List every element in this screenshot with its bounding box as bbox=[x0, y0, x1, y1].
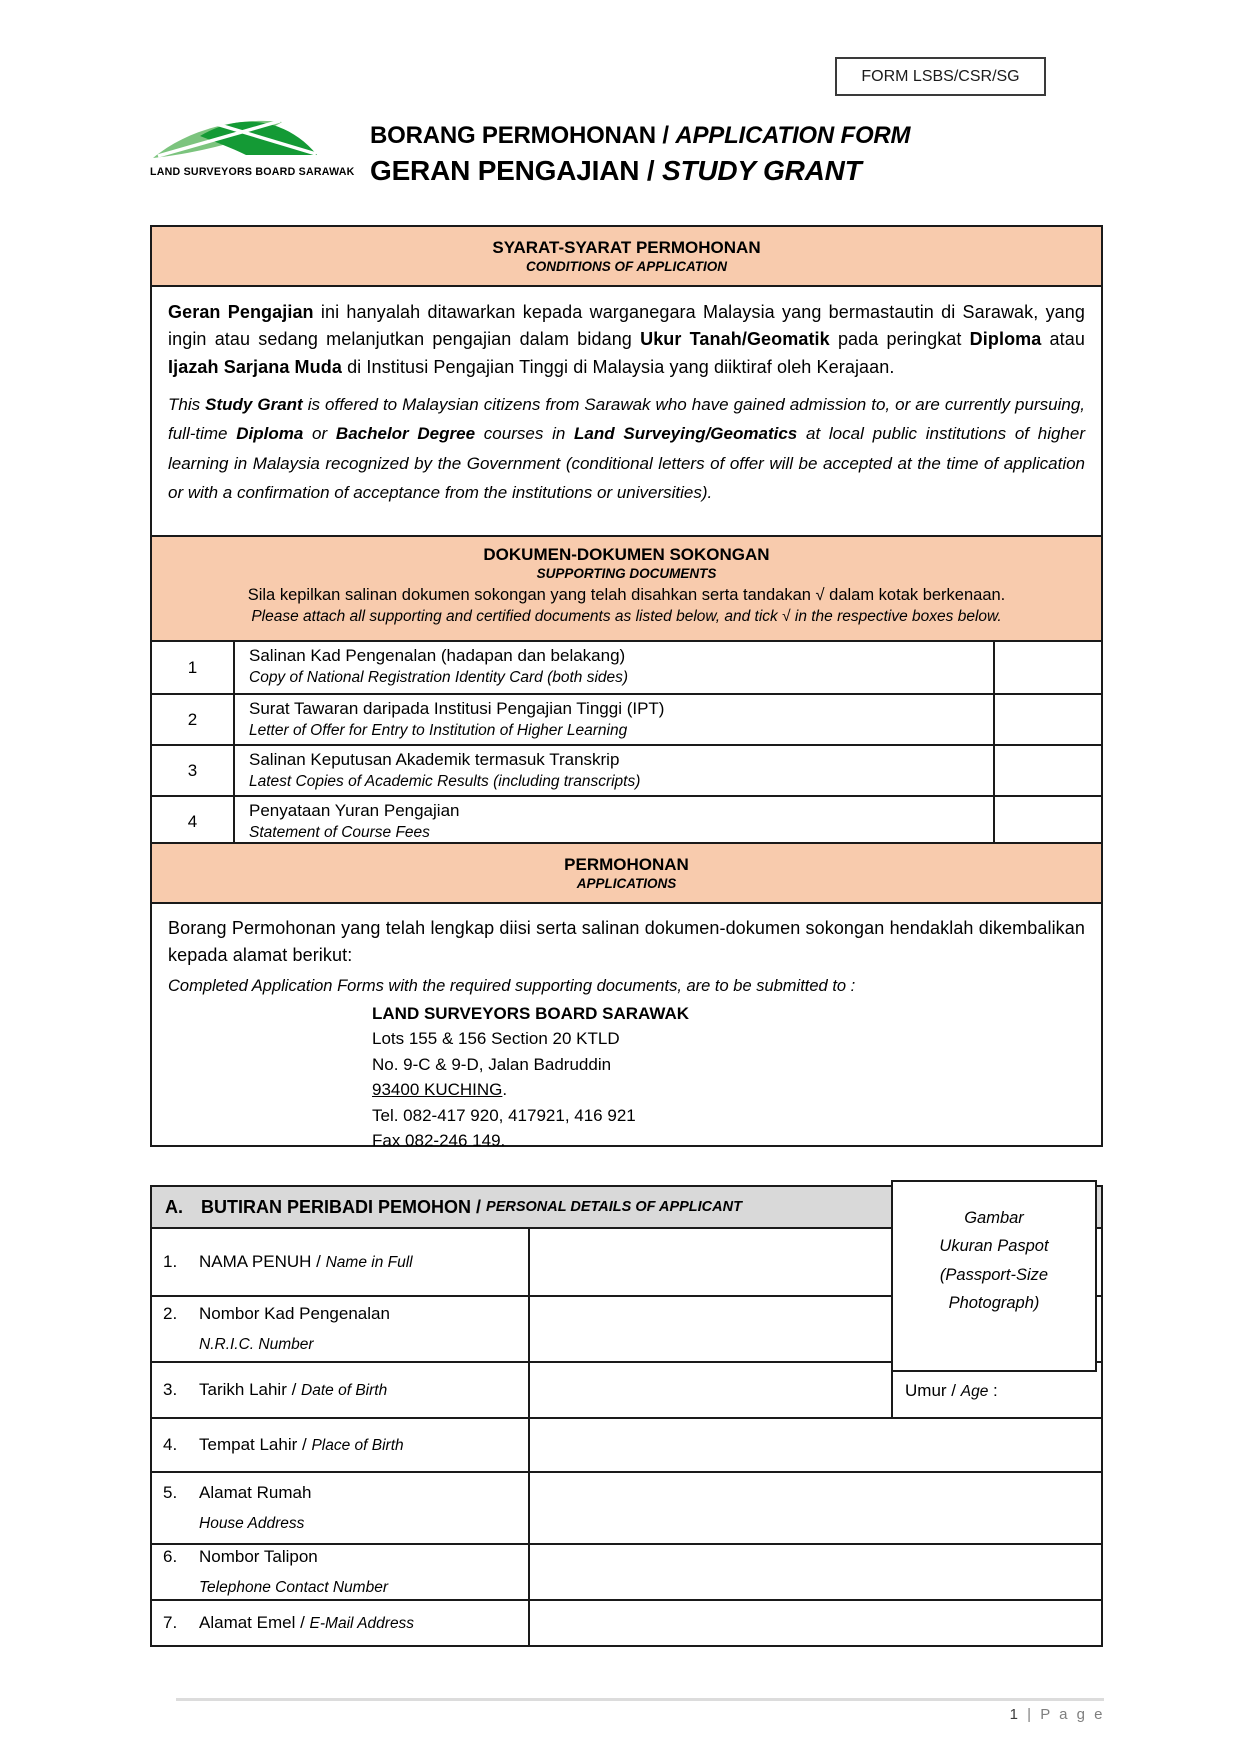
supporting-instruction-malay: Sila kepilkan salinan dokumen sokongan yang telah disahkan serta tandakan √ dalam kotak berkenaan. bbox=[247, 585, 1006, 604]
address-line-1: Lots 155 & 156 Section 20 KTLD bbox=[372, 1029, 620, 1049]
field-input-6[interactable] bbox=[530, 1545, 1101, 1599]
document-description bbox=[235, 695, 993, 744]
field-input-7[interactable] bbox=[530, 1601, 1101, 1645]
field-label-english: N.R.I.C. Number bbox=[199, 1336, 314, 1354]
conditions-paragraph-malay bbox=[168, 299, 1085, 381]
document-name-english: Statement of Course Fees bbox=[249, 823, 430, 841]
applications-body-box bbox=[150, 902, 1103, 1151]
text-run: This bbox=[168, 395, 206, 415]
document-name-malay: Penyataan Yuran Pengajian bbox=[249, 801, 460, 820]
document-number: 1 bbox=[152, 642, 235, 693]
document-description bbox=[235, 642, 993, 693]
doc-checkbox-cell-3[interactable] bbox=[993, 746, 1101, 795]
document-description bbox=[235, 797, 993, 846]
text-run: Bachelor Degree bbox=[335, 424, 476, 444]
conditions-body-box bbox=[150, 285, 1103, 537]
lsbs-logo-icon bbox=[150, 108, 318, 160]
field-label-cell: 4. Tempat Lahir / Place of Birth bbox=[152, 1419, 530, 1471]
supporting-instruction-english: Please attach all supporting and certified documents as listed below, and tick √ in the respective boxes below. bbox=[251, 607, 1002, 625]
form-code-box bbox=[835, 57, 1046, 96]
field-label-cell: 7. Alamat Emel / E-Mail Address bbox=[152, 1601, 530, 1645]
field-label-english: House Address bbox=[199, 1515, 305, 1533]
text-run: di Institusi Pengajian Tinggi di Malaysia yang diiktiraf oleh Kerajaan. bbox=[341, 356, 895, 377]
field-label-english: Telephone Contact Number bbox=[199, 1579, 388, 1597]
address-phone: Tel. 082-417 920, 417921, 416 921 bbox=[372, 1105, 636, 1125]
title1-english: APPLICATION FORM bbox=[675, 122, 911, 149]
document-name-english: Latest Copies of Academic Results (including transcripts) bbox=[249, 772, 641, 790]
document-description bbox=[235, 746, 993, 795]
text-run: ini hanyalah ditawarkan kepada warganegara Malaysia yang bermastautin di Sarawak, yang ingin atau sedang melanjutkan pengajian dalam bidang bbox=[168, 302, 1086, 350]
text-run: is offered to Malaysian citizens from Sarawak who have gained admission to, or are currently pursuing, full-time bbox=[168, 395, 1085, 444]
field-label-malay: Tarikh Lahir bbox=[199, 1379, 287, 1399]
document-row bbox=[152, 693, 1101, 744]
passport-photo-box[interactable] bbox=[891, 1180, 1097, 1372]
page-number: 1 | P a g e bbox=[1009, 1706, 1105, 1723]
field-label-malay: Alamat Emel bbox=[199, 1612, 296, 1632]
document-name-malay: Salinan Keputusan Akademik termasuk Transkrip bbox=[249, 750, 620, 769]
doc-checkbox-cell-1[interactable] bbox=[993, 642, 1101, 693]
field-label-cell bbox=[152, 1473, 530, 1543]
title-line-1: BORANG PERMOHONAN / APPLICATION FORM bbox=[370, 122, 911, 149]
submission-address bbox=[372, 1001, 1085, 1154]
field-number: 4. bbox=[163, 1434, 178, 1454]
field-label-cell bbox=[152, 1297, 530, 1361]
address-fax: Fax 082-246 149. bbox=[372, 1131, 506, 1151]
document-name-malay: Surat Tawaran daripada Institusi Pengajian Tinggi (IPT) bbox=[249, 699, 665, 718]
document-number: 4 bbox=[152, 797, 235, 846]
document-title bbox=[370, 124, 990, 185]
document-row bbox=[152, 642, 1101, 693]
doc-checkbox-cell-2[interactable] bbox=[993, 695, 1101, 744]
footer-divider bbox=[176, 1698, 1104, 1701]
text-run: or bbox=[303, 424, 336, 444]
field-number: 1. bbox=[163, 1251, 178, 1271]
applications-heading-malay: PERMOHONAN bbox=[564, 855, 689, 874]
photo-box-line: Gambar bbox=[964, 1209, 1024, 1227]
logo-caption: LAND SURVEYORS BOARD SARAWAK bbox=[150, 166, 355, 178]
age-label-malay: Umur bbox=[905, 1381, 947, 1400]
text-run: courses in bbox=[475, 424, 575, 444]
field-label-english: Date of Birth bbox=[301, 1381, 388, 1399]
field-row-7 bbox=[152, 1599, 1101, 1645]
field-number: 6. bbox=[163, 1547, 178, 1567]
text-run: Diploma bbox=[969, 329, 1042, 350]
text-run: Ijazah Sarjana Muda bbox=[168, 356, 342, 377]
address-line-3: 93400 KUCHING. bbox=[372, 1080, 508, 1100]
title2-english: STUDY GRANT bbox=[662, 155, 862, 186]
field-label-cell bbox=[152, 1545, 530, 1599]
photo-box-line: Photograph) bbox=[948, 1294, 1040, 1313]
photo-box-line: Ukuran Paspot bbox=[939, 1237, 1049, 1256]
title-line-2: GERAN PENGAJIAN / STUDY GRANT bbox=[370, 155, 862, 186]
supporting-docs-heading-box bbox=[150, 535, 1103, 642]
lsbs-logo bbox=[150, 108, 355, 178]
section-a-header: A. BUTIRAN PERIBADI PEMOHON / PERSONAL DETAILS OF APPLICANT bbox=[152, 1187, 1101, 1227]
age-field-cell[interactable]: Umur / Age : bbox=[891, 1372, 1103, 1419]
form-code-text: FORM LSBS/CSR/SG bbox=[861, 67, 1020, 85]
address-org-name: LAND SURVEYORS BOARD SARAWAK bbox=[372, 1003, 690, 1023]
field-number: 5. bbox=[163, 1483, 178, 1503]
text-run: Diploma bbox=[236, 424, 304, 444]
supporting-heading-english: SUPPORTING DOCUMENTS bbox=[536, 566, 717, 582]
field-row-4 bbox=[152, 1417, 1101, 1471]
document-name-english: Copy of National Registration Identity Card (both sides) bbox=[249, 668, 629, 686]
field-label-malay: Alamat Rumah bbox=[199, 1483, 312, 1503]
field-input-4[interactable] bbox=[530, 1419, 1101, 1471]
field-row-5 bbox=[152, 1471, 1101, 1543]
text-run: pada peringkat bbox=[829, 329, 970, 350]
document-number: 2 bbox=[152, 695, 235, 744]
documents-checklist-table bbox=[150, 640, 1103, 848]
applications-paragraph-english: Completed Application Forms with the required supporting documents, are to be submitted to : bbox=[168, 976, 856, 995]
document-name-malay: Salinan Kad Pengenalan (hadapan dan belakang) bbox=[249, 646, 626, 665]
field-row-6 bbox=[152, 1543, 1101, 1599]
field-input-5[interactable] bbox=[530, 1473, 1101, 1543]
field-label-cell: 3. Tarikh Lahir / Date of Birth bbox=[152, 1363, 530, 1417]
field-number: 7. bbox=[163, 1612, 178, 1632]
field-number: 3. bbox=[163, 1379, 178, 1399]
section-a-heading-english: PERSONAL DETAILS OF APPLICANT bbox=[486, 1199, 742, 1215]
conditions-paragraph-english bbox=[168, 390, 1085, 507]
section-a-label: A. bbox=[165, 1196, 183, 1217]
field-number: 2. bbox=[163, 1304, 178, 1324]
field-label-malay: Nombor Talipon bbox=[199, 1547, 318, 1567]
text-run: Land Surveying/Geomatics bbox=[574, 424, 798, 444]
field-label-malay: Tempat Lahir bbox=[199, 1434, 298, 1454]
photo-box-line: (Passport-Size bbox=[939, 1265, 1049, 1284]
address-line-2: No. 9-C & 9-D, Jalan Badruddin bbox=[372, 1054, 612, 1074]
field-label-malay: NAMA PENUH bbox=[199, 1251, 312, 1271]
conditions-heading-box bbox=[150, 225, 1103, 287]
section-a-heading-malay: BUTIRAN PERIBADI PEMOHON bbox=[201, 1196, 472, 1217]
field-label-english: E-Mail Address bbox=[309, 1614, 415, 1632]
text-run: atau bbox=[1041, 329, 1085, 350]
field-label-cell: 1. NAMA PENUH / Name in Full bbox=[152, 1229, 530, 1295]
field-label-malay: Nombor Kad Pengenalan bbox=[199, 1304, 390, 1324]
applications-heading-box bbox=[150, 842, 1103, 904]
text-run: Study Grant bbox=[205, 395, 303, 415]
title1-malay: BORANG PERMOHONAN bbox=[370, 122, 656, 149]
applications-paragraph-malay: Borang Permohonan yang telah lengkap diisi serta salinan dokumen-dokumen sokongan hendaklah dikembalikan kepada alamat berikut: bbox=[168, 918, 1085, 966]
field-label-english: Place of Birth bbox=[311, 1436, 404, 1454]
age-label-english: Age bbox=[960, 1383, 989, 1400]
document-row bbox=[152, 795, 1101, 846]
document-number: 3 bbox=[152, 746, 235, 795]
text-run: Geran Pengajian bbox=[168, 302, 314, 322]
applications-heading-english: APPLICATIONS bbox=[576, 876, 677, 892]
title2-malay: GERAN PENGAJIAN bbox=[370, 155, 640, 186]
doc-checkbox-cell-4[interactable] bbox=[993, 797, 1101, 846]
field-label-english: Name in Full bbox=[325, 1253, 413, 1271]
document-name-english: Letter of Offer for Entry to Institution of Higher Learning bbox=[249, 721, 628, 739]
supporting-heading-malay: DOKUMEN-DOKUMEN SOKONGAN bbox=[483, 545, 770, 564]
text-run: Ukur Tanah/Geomatik bbox=[640, 329, 830, 350]
text-run: at local public institutions of higher learning in Malaysia recognized by the Government (conditional letters of offer will be accepted at the time of application or with a confirmation of acceptance from the institutions or universities). bbox=[168, 424, 1085, 502]
document-row bbox=[152, 744, 1101, 795]
conditions-heading-malay: SYARAT-SYARAT PERMOHONAN bbox=[492, 238, 761, 257]
conditions-heading-english: CONDITIONS OF APPLICATION bbox=[526, 259, 727, 275]
